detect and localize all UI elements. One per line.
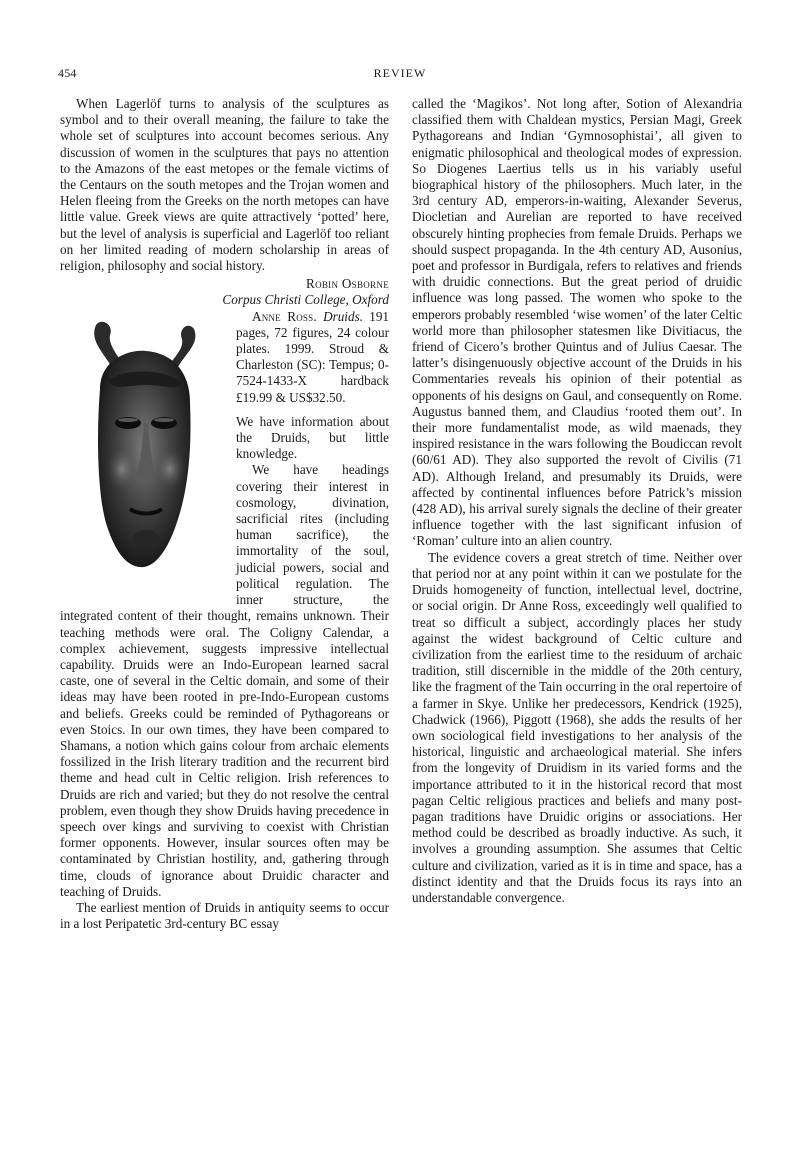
right-column <box>412 96 742 906</box>
horned-head-image <box>60 319 226 601</box>
book-author: Anne Ross. <box>252 308 317 324</box>
left-column <box>60 96 389 932</box>
book-details: 191 pages, 72 figures, 24 colour plates. 1999. Stroud & Charleston (SC): Tempus; 0-7524-1433-X hardback £19.99 & US$32.50. <box>236 308 389 405</box>
reviewer-institution: Corpus Christi College, Oxford <box>222 292 389 308</box>
paragraph-evidence: The evidence covers a great stretch of time. Neither over that period nor at any point within it can we postulate for the Druids homogeneity of function, intellectual level, doctrine, or social origin. Dr Anne Ross, exceedingly well qualified to treat so difficult a subject, accordingly places her study against the widest background of Celtic culture and civilization from the earliest time to the residuum of archaic tradition, still discernible in the middle of the 20th century, like the fragment of the Tain occurring in the oral repertoire of a farmer in Skye. Unlike her predecessors, Kendrick (1925), Chadwick (1966), Piggott (1968), she adds the results of her own sociological field investigations to her analysis of the historical, linguistic and archaeological material. She infers from the longevity of Druidism in its varied forms and the importance attributed to it in the historical record that most pagan Celtic religious practices and beliefs and many post-pagan traditions have Druidic origins or associations. Her method could be described as broadly inductive. As such, it involves a grounding assumption. She assumes that Celtic culture and civilization, varied as it is in time and space, has a distinct identity and that the Druids focus its rays into an understandable convergence. <box>412 549 742 905</box>
paragraph-earliest-mention: The earliest mention of Druids in antiquity seems to occur in a lost Peripatetic 3rd-century BC essay <box>60 899 389 932</box>
bronze-head-figure <box>60 319 226 601</box>
page-number: 454 <box>58 66 77 80</box>
paragraph-magikos: called the ‘Magikos’. Not long after, Sotion of Alexandria classified them with Chaldean mystics, Persian Magi, Greek Pythagoreans and Indian ‘Gymnosophistai’, all given to enigmatic philosophical and theological modes of expression. So Diogenes Laertius tells us in his variably useful biographical history of the philosophers. Much later, in the 3rd century AD, emperors-in-waiting, Alexander Severus, Diocletian and Aurelian are reported to have received obscurely hinting prophecies from female Druids. Perhaps we should suspect propaganda. In the 4th century AD, Ausonius, poet and professor in Burdigala, refers to relatives and friends with druidic connections. But the great period of druidic influence was long passed. The women who spoke to the emperors probably resembled ‘wise women’ of the later Celtic world more than philosopher statesmen like Divitiacus, the friend of Cicero’s brother Quintus and of Julius Caesar. The latter’s disingenuously objective account of the Druids in his Commentaries reveals his opinion of their potential as opponents of his designs on Gaul, and consequently on Rome. Augustus banned them, and Claudius ‘rooted them out’. In their more fundamentalist mode, as wild maenads, they inspired resistance in the wars following the Boudiccan revolt (60/61 AD). They also supported the revolt of Civilis (71 AD). Although Ireland, and presumably its Druids, were affected by continental influences before Patrick’s mission (428 AD), his arrival surely signals the decline of their greater influence together with the last significant infusion of ‘Roman’ culture into an alien country. <box>412 96 742 549</box>
reviewer-name: Robin Osborne <box>305 276 389 292</box>
paragraph-sculptures: When Lagerlöf turns to analysis of the sculptures as symbol and to their overall meaning, the failure to take the whole set of sculptures into account becomes serious. Any discussion of women in the sculptures that pays no attention to the Amazons of the east metopes or the female victims of the Centaurs on the south metopes and the Trojan women and Helen fleeing from the Greeks on the north metopes can have little value. Greek views are quite attractively ‘potted’ here, but the level of analysis is superficial and Lagerlöf too reliant on her limited reading of modern scholarship in areas of religion, philosophy and social history. <box>60 96 389 274</box>
paragraph-headings: We have headings covering their interest in cosmology, divination, sacrificial rites (including human sacrifice), the immortality of the soul, judicial powers, social and political regulation. The inner structure, the integrated content of their thought, remains unknown. Their teaching methods were oral. The Coligny Calendar, a complex achievement, suggests impressive intellectual capability. Druids were an Indo-European learned sacral caste, one of several in the Celtic domain, and some of their ideas may have been rooted in pre-Indo-European customs and beliefs. Greeks could be reminded of Pythagoreans or even Stoics. In our own times, they have been compared to Shamans, a notion which gains colour from archaic elements fossilized in the Irish literary tradition and the recurrent bird theme and head cult in Celtic religion. Irish references to Druids are rich and varied; but they do not resolve the central problem, even though they show Druids having precedence in speech over kings and surviving to coexist with Christian former opponents. However, insular sources often may be contaminated by Christian hostility, and, gathering through time, clouds of ignorance about Druidic character and teaching of Druids. <box>60 462 389 899</box>
running-title: REVIEW <box>373 66 427 80</box>
paragraph-information: We have information about the Druids, but little knowledge. <box>236 413 389 462</box>
book-title: Druids. <box>323 308 363 324</box>
reviewer-signature <box>60 276 389 308</box>
